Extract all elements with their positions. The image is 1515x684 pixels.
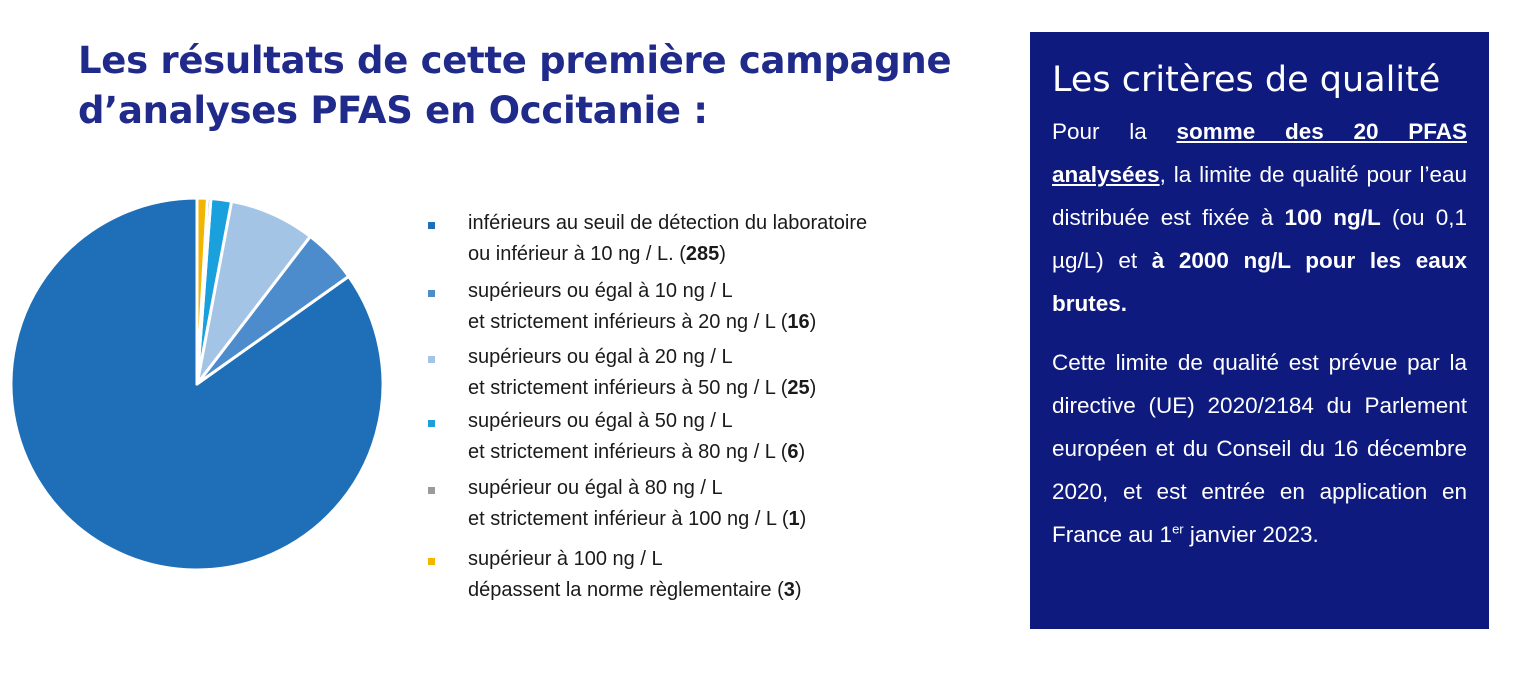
legend-line-1: supérieurs ou égal à 20 ng / L — [468, 346, 733, 368]
legend-text — [468, 208, 867, 270]
pie-chart — [0, 190, 400, 590]
legend-swatch — [428, 420, 435, 427]
legend-line-1: supérieur ou égal à 80 ng / L — [468, 477, 723, 499]
panel-underlined-text: somme des 20 PFAS analysées — [1052, 119, 1467, 187]
legend-swatch — [428, 356, 435, 363]
legend-count: 25 — [787, 377, 810, 399]
legend-text — [468, 406, 805, 468]
legend-line-2: et strictement inférieurs à 50 ng / L (25) — [468, 377, 817, 399]
legend-line-2: et strictement inférieur à 100 ng / L (1) — [468, 508, 807, 530]
legend-count: 1 — [788, 508, 800, 530]
legend-swatch — [428, 487, 435, 494]
legend-line-1: supérieurs ou égal à 50 ng / L — [468, 410, 733, 432]
legend-line-1: supérieurs ou égal à 10 ng / L — [468, 280, 733, 302]
legend-count: 285 — [685, 243, 720, 265]
panel-paragraph-2: Cette limite de qualité est prévue par la directive (UE) 2020/2184 du Parlement européen et du Conseil du 16 décembre 2020, et est entrée en application en France au 1er janvier 2023. — [1052, 350, 1467, 547]
legend-text — [468, 473, 806, 535]
legend-line-1: inférieurs au seuil de détection du laboratoire — [468, 212, 868, 234]
page-title — [78, 36, 978, 136]
page-title-line-2: d’analyses PFAS en Occitanie : — [78, 89, 708, 132]
legend-swatch — [428, 290, 435, 297]
legend-swatch — [428, 222, 435, 229]
legend-line-2: dépassent la norme règlementaire (3) — [468, 579, 802, 601]
legend-swatch — [428, 558, 435, 565]
legend-count: 16 — [787, 311, 810, 333]
legend-count: 3 — [783, 579, 795, 601]
legend-line-2: ou inférieur à 10 ng / L. (285) — [468, 243, 726, 265]
legend-text — [468, 276, 816, 338]
legend-line-1: supérieur à 100 ng / L — [468, 548, 663, 570]
legend-count: 6 — [787, 441, 799, 463]
legend-text — [468, 544, 802, 606]
legend-line-2: et strictement inférieurs à 20 ng / L (16) — [468, 311, 817, 333]
page-title-line-1: Les résultats de cette première campagne — [78, 39, 952, 82]
quality-criteria-panel — [1030, 32, 1489, 629]
panel-title: Les critères de qualité — [1052, 60, 1441, 100]
panel-paragraph-1: Pour la somme des 20 PFAS analysées, la limite de qualité pour l’eau distribuée est fixée à 100 ng/L (ou 0,1 µg/L) et à 2000 ng/L pour les eaux brutes. — [1052, 119, 1467, 316]
legend-line-2: et strictement inférieurs à 80 ng / L (6) — [468, 441, 806, 463]
legend-text — [468, 342, 816, 404]
